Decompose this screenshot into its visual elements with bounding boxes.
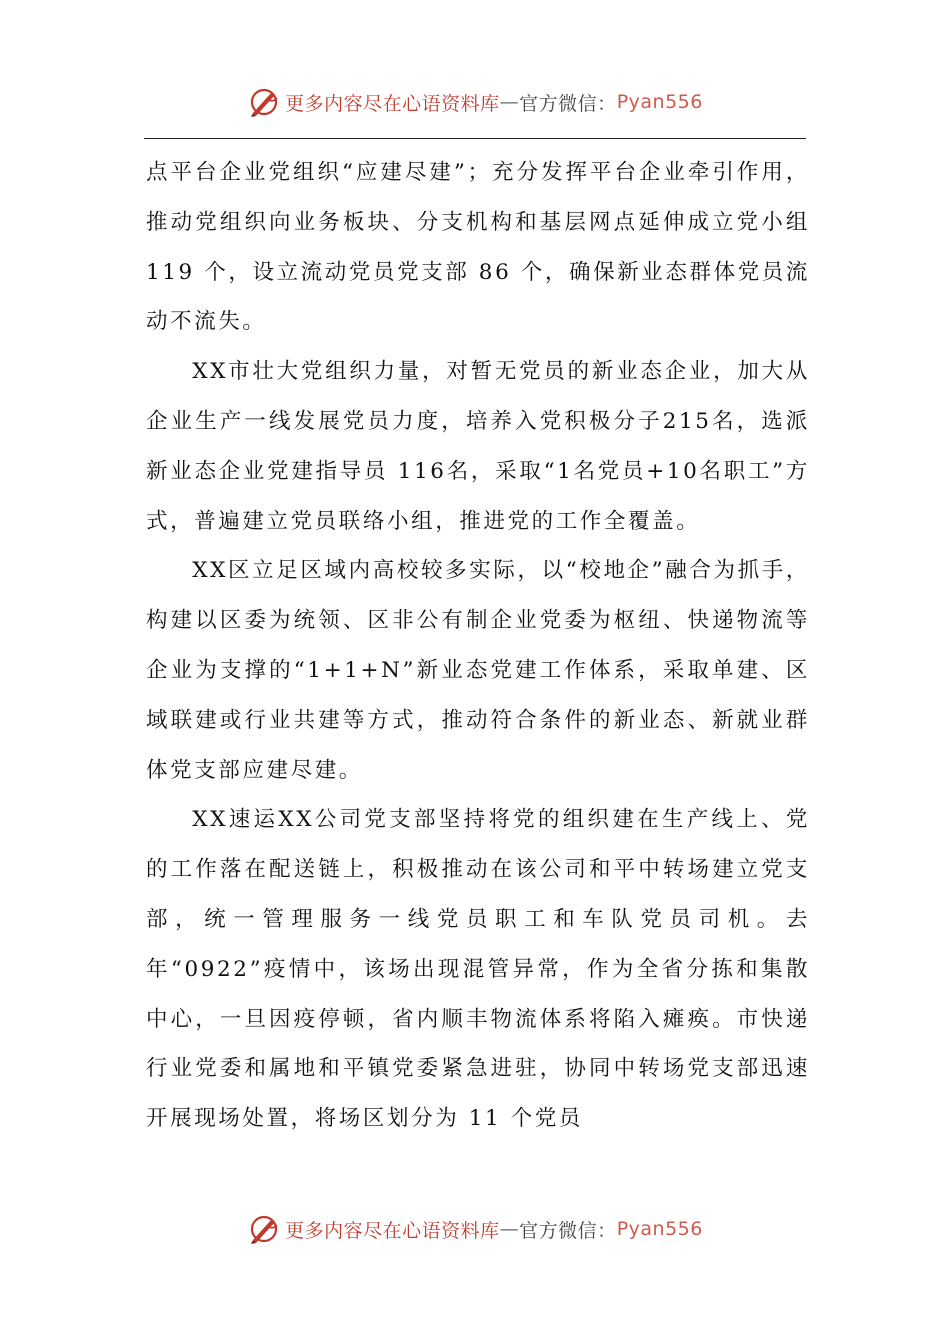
header-banner-text — [285, 89, 703, 116]
header-banner-main: 更多内容尽在心语资料库 — [285, 92, 500, 115]
pen-logo-icon — [247, 85, 281, 119]
footer-banner-text — [285, 1216, 703, 1243]
paragraph-3: XX区立足区域内高校较多实际，以“校地企”融合为抓手，构建以区委为统领、区非公有制企业党委为枢纽、快递物流等企业为支撑的“1+1+N”新业态党建工作体系，采取单建、区域联建或行业共建等方式，推动符合条件的新业态、新就业群体党支部应建尽建。 — [146, 558, 810, 783]
footer-banner-wechat-id: Pyan556 — [616, 1218, 703, 1240]
footer-banner-wechat-label: 官方微信： — [519, 1219, 617, 1242]
header-banner — [0, 82, 950, 122]
paragraph-1: 点平台企业党组织“应建尽建”；充分发挥平台企业牵引作用，推动党组织向业务板块、分支机构和基层网点延伸成立党小组 119 个，设立流动党员党支部 86 个，确保新业态群体党员流动不流失。 — [146, 160, 810, 335]
footer-banner-main: 更多内容尽在心语资料库 — [285, 1219, 500, 1242]
pen-logo-icon — [247, 1212, 281, 1246]
footer-banner-separator: — — [499, 1218, 520, 1240]
header-divider — [144, 138, 806, 139]
header-banner-separator: — — [499, 91, 520, 113]
paragraph-4: XX速运XX公司党支部坚持将党的组织建在生产线上、党的工作落在配送链上，积极推动在该公司和平中转场建立党支部，统一管理服务一线党员职工和车队党员司机。去年“0922”疫情中，该场出现混管异常，作为全省分拣和集散中心，一旦因疫停顿，省内顺丰物流体系将陷入瘫痪。市快递行业党委和属地和平镇党委紧急进驻，协同中转场党支部迅速开展现场处置，将场区划分为 11 个党员 — [146, 807, 810, 1132]
document-body — [146, 148, 810, 1144]
paragraph-2: XX市壮大党组织力量，对暂无党员的新业态企业，加大从企业生产一线发展党员力度，培养入党积极分子215名，选派新业态企业党建指导员 116名，采取“1名党员+10名职工”方式，普遍建立党员联络小组，推进党的工作全覆盖。 — [146, 359, 810, 534]
header-banner-wechat-id: Pyan556 — [616, 91, 703, 113]
footer-banner — [0, 1209, 950, 1249]
header-banner-wechat-label: 官方微信： — [519, 92, 617, 115]
